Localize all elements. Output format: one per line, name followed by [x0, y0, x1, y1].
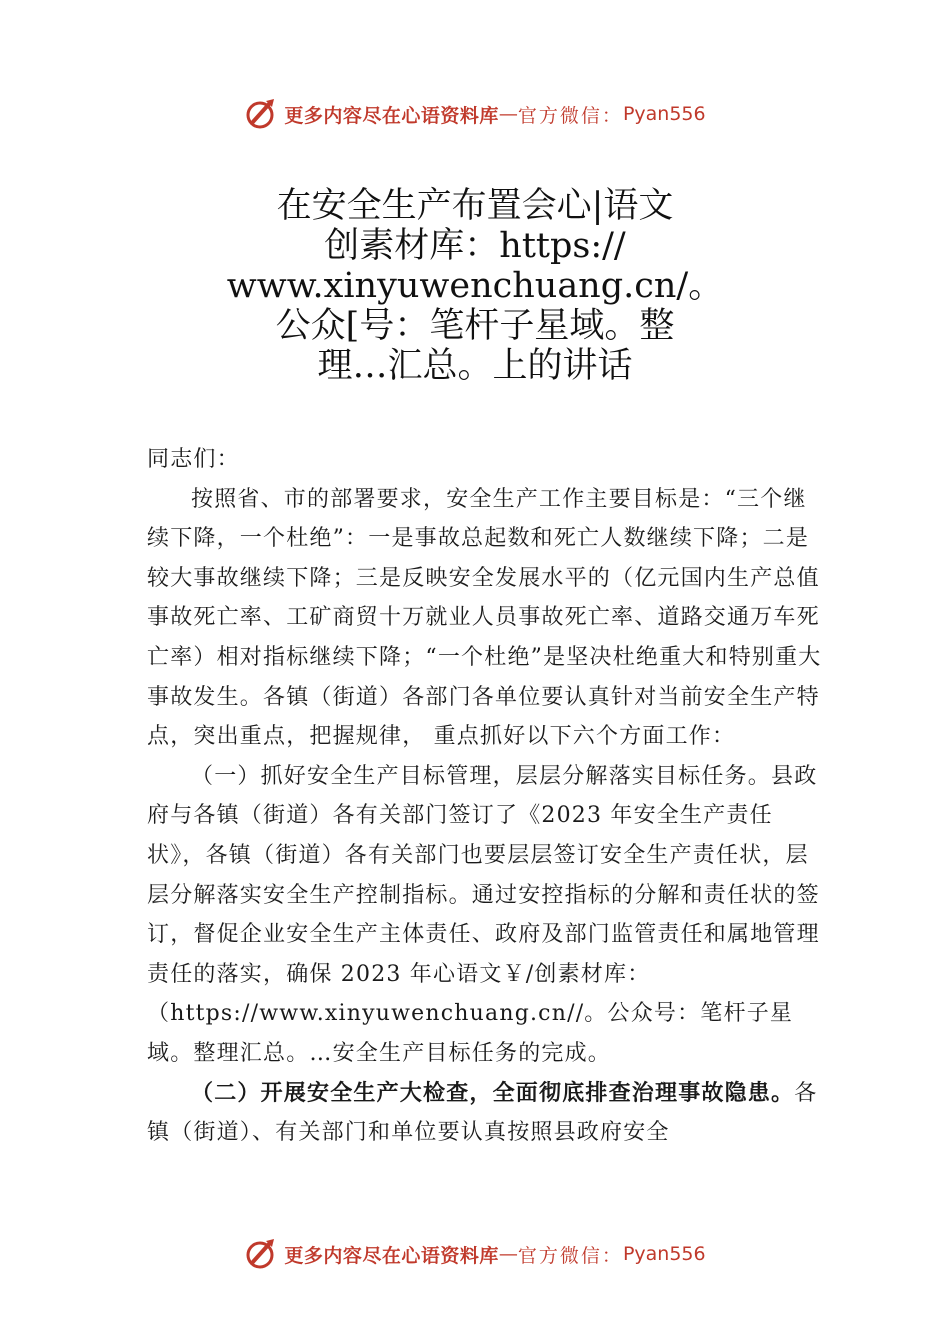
title-line: 在安全生产布置会心|语文 [276, 186, 674, 226]
title-line: www.xinyuwenchuang.cn/。 [226, 266, 724, 306]
paragraph-inspection [147, 1074, 827, 1153]
banner-wechat-id: Pyan556 [622, 1243, 706, 1265]
brush-seal-logo-icon [244, 1237, 278, 1271]
banner-main-text: 更多内容尽在心语资料库 [284, 104, 499, 127]
banner-wechat-label: 官方微信： [517, 1244, 623, 1267]
salutation: 同志们： [147, 447, 240, 472]
document-title [140, 186, 810, 386]
footer-banner [0, 1232, 950, 1276]
title-line: 创素材库：https:// [324, 226, 626, 266]
paragraph-inspection-heading: （二）开展安全生产大检查，全面彻底排查治理事故隐患。 [191, 1079, 795, 1106]
brush-seal-logo-icon [244, 97, 278, 131]
paragraph-targets: 按照省、市的部署要求，安全生产工作主要目标是：“三个继续下降，一个杜绝”：一是事故总起数和死亡人数继续下降；二是较大事故继续下降；三是反映安全发展水平的（亿元国内生产总值事故死亡率、工矿商贸十万就业人员事故死亡率、道路交通万车死亡率）相对指标继续下降；“一个杜绝”是坚决杜绝重大和特别重大事故发生。各镇（街道）各部门各单位要认真针对当前安全生产特点，突出重点，把握规律， 重点抓好以下六个方面工作： [147, 486, 822, 750]
paragraph-inspection-text: 各镇（街道）、有关部门和单位要认真按照县政府安全 [147, 1080, 818, 1146]
banner-separator: — [498, 103, 518, 125]
document-body [147, 440, 827, 1153]
paragraph-target-management: （一）抓好安全生产目标管理，层层分解落实目标任务。县政府与各镇（街道）各有关部门签订了《2023 年安全生产责任状》，各镇（街道）各有关部门也要层层签订安全生产责任状，层层分解落实安全生产控制指标。通过安控指标的分解和责任状的签订，督促企业安全生产主体责任、政府及部门监管责任和属地管理责任的落实，确保 2023 年心语文￥/创素材库：（https://www.xinyuwenchuang.cn//。公众号：笔杆子星域。整理汇总。…安全生产目标任务的完成。 [147, 763, 820, 1066]
banner-wechat-label: 官方微信： [517, 104, 623, 127]
header-banner [0, 92, 950, 136]
title-line: 理…汇总。上的讲话 [317, 346, 633, 386]
title-line: 公众[号：笔杆子星域。整 [275, 306, 675, 346]
banner-wechat-id: Pyan556 [622, 103, 706, 125]
banner-main-text: 更多内容尽在心语资料库 [284, 1244, 499, 1267]
banner-separator: — [498, 1243, 518, 1265]
